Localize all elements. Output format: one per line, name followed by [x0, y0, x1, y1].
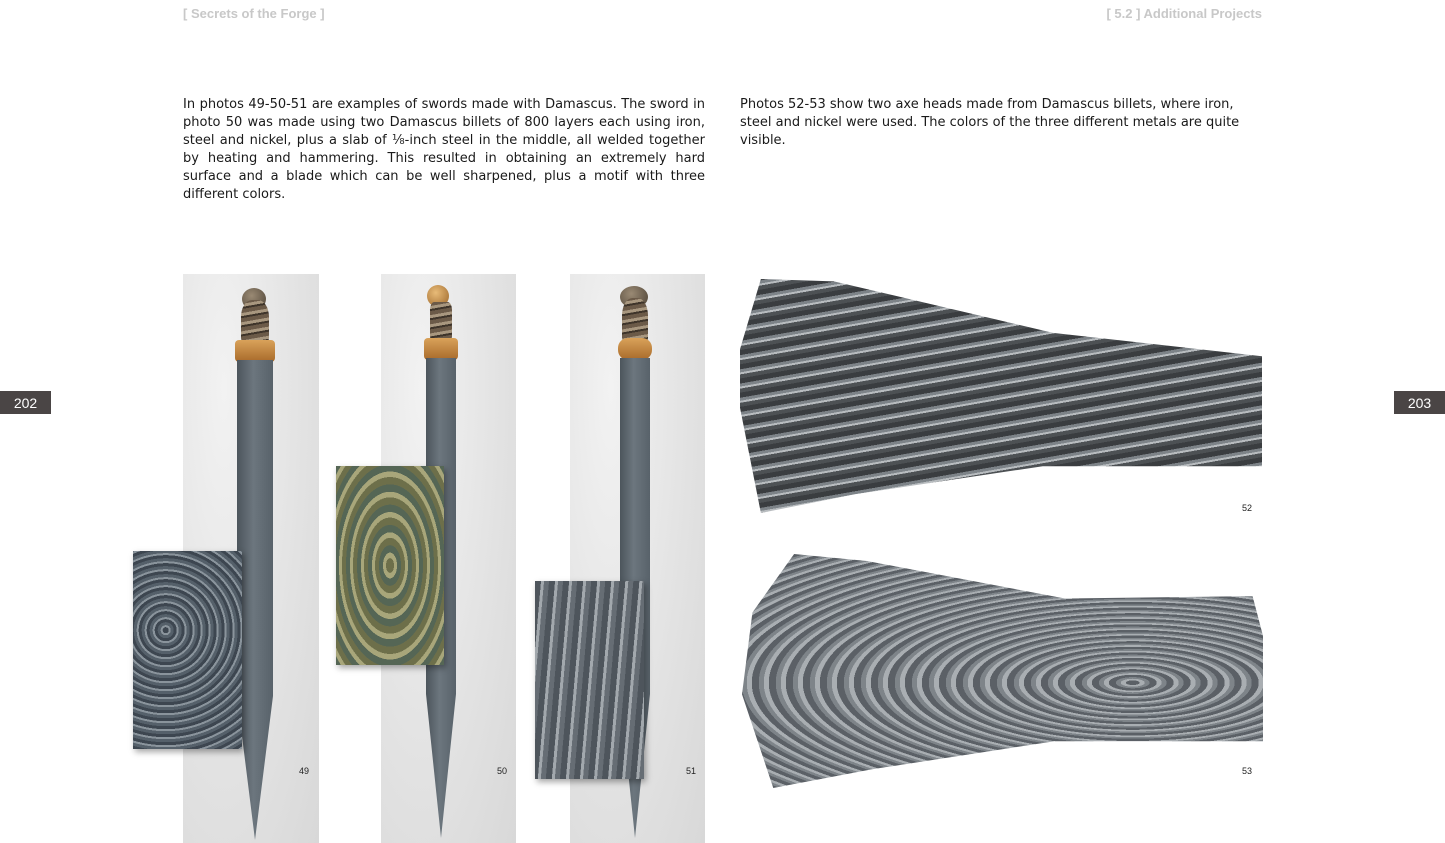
photo-detail-50 [336, 466, 444, 665]
figure-number-52: 52 [1242, 503, 1253, 513]
blade [237, 360, 273, 840]
guard [618, 338, 652, 360]
paragraph-swords: In photos 49-50-51 are examples of swords made with Damascus. The sword in photo 50 was made using two Damascus billets of 800 layers each using iron, steel and nickel, plus a slab of ⅛-inch steel in the middle, all welded together by heating and hammering. This resulted in obtaining an extremely hard surface and a blade which can be well sharpened, plus a motif with three different colors. [183, 97, 705, 202]
running-head-section: [ 5.2 ] Additional Projects [1106, 6, 1262, 21]
figure-number: 50 [497, 766, 508, 776]
photo-axe-head-53 [742, 554, 1263, 788]
grip [430, 302, 452, 340]
guard [424, 338, 458, 360]
photo-detail-51 [535, 581, 644, 779]
figure-number: 51 [686, 766, 697, 776]
grip [622, 298, 648, 342]
figure-number: 49 [299, 766, 310, 776]
page-number-left: 202 [0, 391, 51, 414]
guard [235, 340, 275, 362]
figure-number-53: 53 [1242, 766, 1253, 776]
page-number-right: 203 [1394, 391, 1445, 414]
running-head-book-title: [ Secrets of the Forge ] [183, 6, 325, 21]
grip [241, 300, 269, 342]
photo-axe-head-52 [740, 279, 1262, 513]
paragraph-axes: Photos 52-53 show two axe heads made from Damascus billets, where iron, steel and nickel were used. The colors of the three different metals are quite visible. [740, 97, 1240, 148]
photo-detail-49 [133, 551, 242, 749]
